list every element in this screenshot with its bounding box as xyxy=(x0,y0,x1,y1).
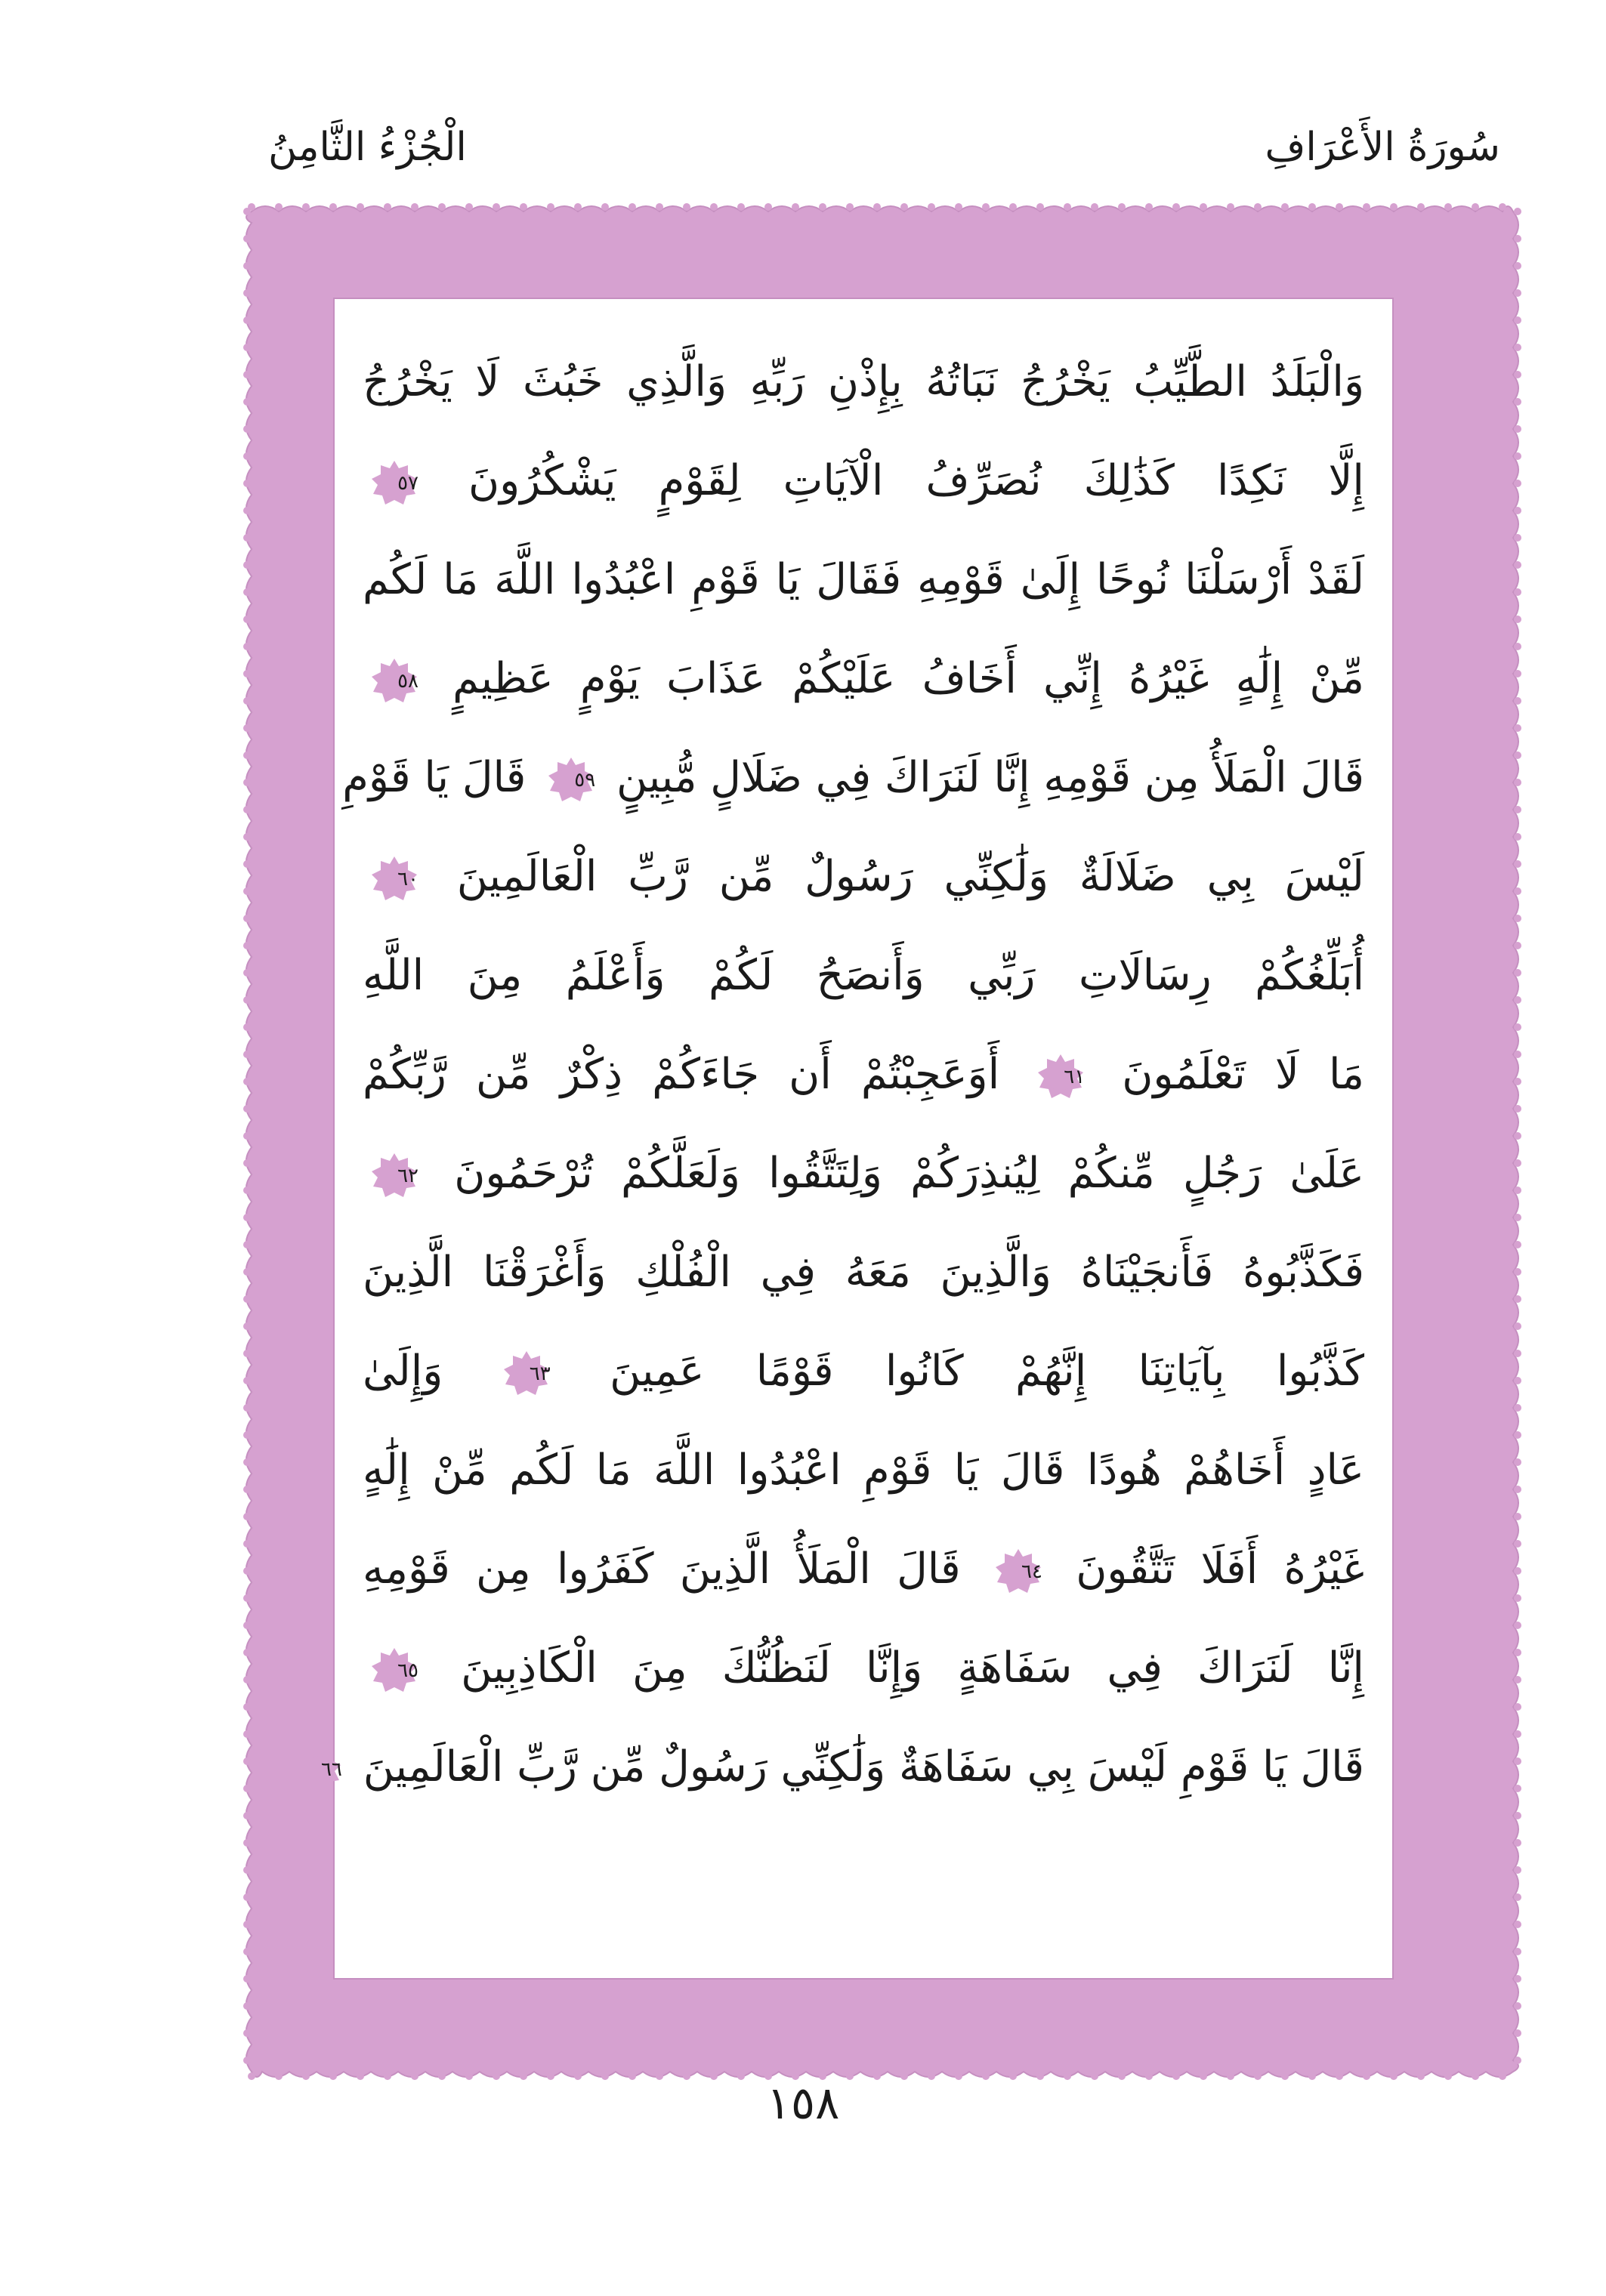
frame-dot xyxy=(243,1404,251,1412)
frame-dot xyxy=(1514,1023,1521,1031)
frame-dot xyxy=(1444,203,1452,211)
frame-dot xyxy=(1514,996,1521,1004)
ayah-number: ٦٥ xyxy=(397,1659,418,1682)
frame-dot xyxy=(1514,1268,1521,1276)
frame-dot xyxy=(1336,203,1343,211)
frame-dot xyxy=(243,2029,251,2037)
frame-dot xyxy=(243,344,251,351)
frame-dot xyxy=(243,2057,251,2064)
verse-text: قَالَ الْمَلَأُ مِن قَوْمِهِ إِنَّا لَنَرَاكَ فِي ضَلَالٍ مُّبِينٍ xyxy=(616,753,1364,802)
frame-dot xyxy=(955,203,962,211)
verse-text: فَكَذَّبُوهُ فَأَنجَيْنَاهُ وَالَّذِينَ مَعَهُ فِي الْفُلْكِ وَأَغْرَقْنَا الَّذِينَ xyxy=(363,1248,1364,1297)
ayah-number: ٦١ xyxy=(1064,1065,1086,1088)
frame-dot xyxy=(1514,1458,1521,1466)
ayah-number-marker xyxy=(370,1152,418,1200)
frame-dot xyxy=(1514,1486,1521,1493)
frame-dot xyxy=(1514,697,1521,705)
frame-dot xyxy=(900,203,908,211)
frame-dot xyxy=(1514,371,1521,378)
frame-dot xyxy=(243,1540,251,1548)
frame-dot xyxy=(1036,203,1044,211)
frame-dot xyxy=(243,779,251,786)
frame-dot xyxy=(243,724,251,732)
frame-dot xyxy=(1514,1676,1521,1683)
frame-dot xyxy=(1514,1785,1521,1792)
verse-text: غَيْرُهُ أَفَلَا تَتَّقُونَ xyxy=(1076,1545,1364,1594)
text-line xyxy=(363,431,1364,530)
frame-dot xyxy=(1514,860,1521,868)
frame-dot xyxy=(243,1866,251,1874)
frame-dot xyxy=(1514,1757,1521,1765)
ayah-number-marker xyxy=(370,459,418,508)
verse-text: كَذَّبُوا بِآيَاتِنَا إِنَّهُمْ كَانُوا قَوْمًا عَمِينَ xyxy=(610,1347,1364,1396)
frame-dot xyxy=(1514,1513,1521,1520)
frame-dot xyxy=(243,588,251,596)
verse-text: وَإِلَىٰ xyxy=(363,1347,443,1396)
text-panel xyxy=(320,298,1393,1979)
frame-dot xyxy=(243,1785,251,1792)
frame-dot xyxy=(243,1649,251,1656)
frame-dot xyxy=(1514,833,1521,841)
text-line xyxy=(342,728,1364,827)
frame-dot xyxy=(1514,289,1521,297)
frame-dot xyxy=(1514,1295,1521,1303)
frame-dot xyxy=(1514,425,1521,433)
frame-dot xyxy=(710,203,718,211)
frame-dot xyxy=(243,1295,251,1303)
frame-dot xyxy=(302,203,310,211)
ayah-number: ٥٧ xyxy=(397,471,418,495)
frame-dot xyxy=(1514,452,1521,460)
verse-text: عَادٍ أَخَاهُمْ هُودًا قَالَ يَا قَوْمِ اعْبُدُوا اللَّهَ مَا لَكُم مِّنْ إِلَٰهٍ xyxy=(363,1446,1364,1495)
frame-dot xyxy=(243,915,251,922)
frame-dot xyxy=(243,751,251,759)
text-line xyxy=(363,827,1364,926)
frame-dot xyxy=(243,1730,251,1738)
frame-dot xyxy=(243,1322,251,1330)
frame-dot xyxy=(243,561,251,569)
verse-text: عَلَىٰ رَجُلٍ مِّنكُمْ لِيُنذِرَكُمْ وَلِتَتَّقُوا وَلَعَلَّكُمْ تُرْحَمُونَ xyxy=(454,1149,1364,1198)
frame-dot xyxy=(1145,203,1153,211)
frame-dot xyxy=(243,996,251,1004)
frame-dot xyxy=(1514,1812,1521,1819)
frame-dot xyxy=(1514,208,1521,215)
frame-dot xyxy=(243,289,251,297)
frame-dot xyxy=(243,670,251,677)
frame-dot xyxy=(1514,1540,1521,1548)
frame-dot xyxy=(574,203,582,211)
frame-dot xyxy=(1514,507,1521,514)
frame-dot xyxy=(1363,203,1370,211)
frame-dot xyxy=(243,208,251,215)
frame-dot xyxy=(384,203,391,211)
frame-dot xyxy=(982,203,990,211)
frame-dot xyxy=(1514,779,1521,786)
frame-dot xyxy=(1514,1431,1521,1439)
frame-dot xyxy=(243,1622,251,1629)
frame-dot xyxy=(465,203,473,211)
frame-dot xyxy=(1064,203,1071,211)
frame-dot xyxy=(1514,2002,1521,2010)
frame-dot xyxy=(243,1893,251,1901)
frame-dot xyxy=(243,806,251,813)
frame-dot xyxy=(1514,1078,1521,1085)
frame-dot xyxy=(243,1268,251,1276)
frame-dot xyxy=(329,203,337,211)
text-line xyxy=(363,1223,1364,1322)
frame-dot xyxy=(792,203,799,211)
frame-dot xyxy=(243,1214,251,1221)
frame-dot xyxy=(1514,1622,1521,1629)
frame-dot xyxy=(243,480,251,487)
frame-dot xyxy=(243,1132,251,1140)
frame-dot xyxy=(1514,1594,1521,1602)
frame-dot xyxy=(1514,1159,1521,1167)
frame-dot xyxy=(243,1350,251,1357)
frame-dot xyxy=(243,398,251,406)
frame-dot xyxy=(1514,969,1521,977)
frame-dot xyxy=(1514,2057,1521,2064)
frame-dot xyxy=(1514,670,1521,677)
ayah-number-marker xyxy=(370,657,418,705)
frame-dot xyxy=(1514,1649,1521,1656)
frame-dot xyxy=(243,1458,251,1466)
frame-dot xyxy=(1514,480,1521,487)
frame-dot xyxy=(1514,1187,1521,1194)
verse-text: إِلَّا نَكِدًا كَذَٰلِكَ نُصَرِّفُ الْآيَاتِ لِقَوْمٍ يَشْكُرُونَ xyxy=(468,456,1364,505)
frame-dot xyxy=(1514,942,1521,949)
frame-dot xyxy=(1091,203,1098,211)
frame-dot xyxy=(1514,724,1521,732)
ayah-number-marker xyxy=(547,756,595,804)
frame-dot xyxy=(1514,1921,1521,1928)
frame-dot xyxy=(1514,1703,1521,1711)
frame-dot xyxy=(1514,887,1521,895)
frame-dot xyxy=(1514,1377,1521,1384)
frame-dot xyxy=(243,1078,251,1085)
frame-dot xyxy=(1514,1132,1521,1140)
frame-dot xyxy=(846,203,854,211)
frame-dot xyxy=(243,1377,251,1384)
frame-dot xyxy=(243,643,251,650)
frame-dot xyxy=(243,1431,251,1439)
verse-text: لَقَدْ أَرْسَلْنَا نُوحًا إِلَىٰ قَوْمِهِ فَقَالَ يَا قَوْمِ اعْبُدُوا اللَّهَ مَا لَكُم xyxy=(363,555,1364,604)
frame-dot xyxy=(1514,398,1521,406)
frame-dot xyxy=(1514,1948,1521,1955)
text-line xyxy=(363,926,1364,1025)
frame-dot xyxy=(243,1703,251,1711)
frame-dot xyxy=(1308,203,1316,211)
frame-dot xyxy=(275,203,283,211)
ayah-number-marker xyxy=(370,1646,418,1695)
frame-dot xyxy=(1514,235,1521,242)
verse-text: إِنَّا لَنَرَاكَ فِي سَفَاهَةٍ وَإِنَّا لَنَظُنُّكَ مِنَ الْكَاذِبِينَ xyxy=(461,1643,1364,1693)
frame-dot xyxy=(243,1839,251,1847)
frame-dot xyxy=(1514,806,1521,813)
frame-dot xyxy=(1514,1241,1521,1248)
juz-title: الْجُزْءُ الثَّامِنُ xyxy=(268,125,467,170)
ayah-number: ٦٦ xyxy=(320,1757,342,1781)
frame-dot xyxy=(520,203,527,211)
frame-dot xyxy=(243,887,251,895)
frame-dot xyxy=(1514,262,1521,270)
text-line xyxy=(363,1124,1364,1223)
frame-dot xyxy=(438,203,446,211)
frame-dot xyxy=(1514,616,1521,623)
frame-dot xyxy=(1514,1322,1521,1330)
frame-dot xyxy=(1417,203,1425,211)
frame-dot xyxy=(243,1486,251,1493)
frame-dot xyxy=(1118,203,1126,211)
verse-text: وَالْبَلَدُ الطَّيِّبُ يَخْرُجُ نَبَاتُهُ بِإِذْنِ رَبِّهِ وَالَّذِي خَبُثَ لَا يَخْرُجُ xyxy=(363,357,1364,406)
frame-dot xyxy=(243,371,251,378)
frame-dot xyxy=(928,203,935,211)
ayah-number-marker xyxy=(994,1548,1042,1596)
frame-dot xyxy=(243,616,251,623)
verse-text: قَالَ يَا قَوْمِ لَيْسَ بِي سَفَاهَةٌ وَلَٰكِنِّي رَسُولٌ مِّن رَّبِّ الْعَالَمِينَ xyxy=(363,1742,1364,1791)
text-line xyxy=(363,629,1364,728)
text-line xyxy=(363,1520,1364,1619)
frame-dot xyxy=(1514,588,1521,596)
frame-dot xyxy=(243,1757,251,1765)
ayah-number: ٦٣ xyxy=(529,1362,551,1385)
frame-dot xyxy=(1281,203,1289,211)
frame-dot xyxy=(243,860,251,868)
frame-dot xyxy=(547,203,554,211)
text-line xyxy=(363,1322,1364,1421)
frame-dot xyxy=(1514,316,1521,324)
verse-text: أَوَعَجِبْتُمْ أَن جَاءَكُمْ ذِكْرٌ مِّن رَّبِّكُمْ xyxy=(363,1050,1000,1099)
frame-dot xyxy=(819,203,826,211)
frame-dot xyxy=(243,425,251,433)
text-line xyxy=(320,1717,1364,1816)
verse-text: مِّنْ إِلَٰهٍ غَيْرُهُ إِنِّي أَخَافُ عَلَيْكُمْ عَذَابَ يَوْمٍ عَظِيمٍ xyxy=(452,654,1364,703)
frame-dot xyxy=(243,942,251,949)
frame-dot xyxy=(737,203,745,211)
frame-dot xyxy=(357,203,364,211)
verse-text: أُبَلِّغُكُمْ رِسَالَاتِ رَبِّي وَأَنصَحُ لَكُمْ وَأَعْلَمُ مِنَ اللَّهِ xyxy=(363,951,1364,1000)
text-line xyxy=(363,1025,1364,1124)
ayah-number: ٥٨ xyxy=(397,669,418,693)
ayah-number: ٦٠ xyxy=(397,867,418,890)
frame-dot xyxy=(1514,1214,1521,1221)
frame-dot xyxy=(1009,203,1017,211)
frame-dot xyxy=(1514,561,1521,569)
frame-dot xyxy=(1514,1893,1521,1901)
frame-dot xyxy=(1514,1350,1521,1357)
frame-dot xyxy=(243,1975,251,1983)
verse-text: مَا لَا تَعْلَمُونَ xyxy=(1122,1050,1364,1099)
frame-dot xyxy=(243,235,251,242)
verse-text: لَيْسَ بِي ضَلَالَةٌ وَلَٰكِنِّي رَسُولٌ مِّن رَّبِّ الْعَالَمِينَ xyxy=(456,852,1364,901)
frame-dot xyxy=(873,203,881,211)
surah-title: سُورَةُ الأَعْرَافِ xyxy=(1265,125,1500,170)
frame-dot xyxy=(243,1023,251,1031)
frame-dot xyxy=(1514,344,1521,351)
frame-dot xyxy=(243,1241,251,1248)
frame-dot xyxy=(1514,751,1521,759)
frame-dot xyxy=(243,697,251,705)
frame-dot xyxy=(1514,1839,1521,1847)
frame-dot xyxy=(243,1921,251,1928)
frame-dot xyxy=(243,1567,251,1575)
frame-dot xyxy=(1514,2029,1521,2037)
frame-dot xyxy=(656,203,663,211)
frame-dot xyxy=(411,203,418,211)
verse-text: قَالَ الْمَلَأُ الَّذِينَ كَفَرُوا مِن قَوْمِهِ xyxy=(363,1545,961,1594)
frame-dot xyxy=(1514,1105,1521,1113)
frame-dot xyxy=(1514,643,1521,650)
frame-dot xyxy=(1514,534,1521,542)
frame-dot xyxy=(243,1159,251,1167)
frame-dot xyxy=(1514,1404,1521,1412)
frame-dot xyxy=(1472,203,1479,211)
text-line xyxy=(363,530,1364,629)
frame-dot xyxy=(1499,203,1506,211)
ayah-number-marker xyxy=(1036,1053,1085,1101)
frame-dot xyxy=(243,1105,251,1113)
ayah-number-marker xyxy=(502,1350,551,1398)
page-number: ١٥٨ xyxy=(766,2077,840,2130)
frame-dot xyxy=(243,833,251,841)
frame-dot xyxy=(243,2002,251,2010)
verse-text: قَالَ يَا قَوْمِ xyxy=(342,753,527,802)
ayah-number-marker xyxy=(370,855,418,903)
frame-dot xyxy=(683,203,690,211)
frame-dot xyxy=(243,262,251,270)
frame-dot xyxy=(1514,1866,1521,1874)
frame-dot xyxy=(243,1676,251,1683)
frame-dot xyxy=(243,1812,251,1819)
frame-dot xyxy=(243,1187,251,1194)
frame-dot xyxy=(629,203,636,211)
frame-dot xyxy=(243,1051,251,1058)
frame-dot xyxy=(1390,203,1398,211)
frame-dot xyxy=(1254,203,1262,211)
frame-dot xyxy=(1172,203,1180,211)
text-line xyxy=(363,332,1364,431)
ayah-number: ٦٤ xyxy=(1021,1560,1042,1583)
frame-dot xyxy=(1514,1567,1521,1575)
frame-dot xyxy=(1514,1730,1521,1738)
frame-dot xyxy=(243,507,251,514)
frame-dot xyxy=(493,203,500,211)
text-line xyxy=(363,1421,1364,1520)
frame-dot xyxy=(243,452,251,460)
frame-dot xyxy=(1200,203,1207,211)
ayah-number-marker xyxy=(294,1745,342,1794)
ayah-number: ٥٩ xyxy=(574,768,596,792)
frame-dot xyxy=(601,203,609,211)
frame-dot xyxy=(243,1594,251,1602)
frame-dot xyxy=(243,969,251,977)
frame-dot xyxy=(764,203,772,211)
frame-dot xyxy=(243,1948,251,1955)
frame-dot xyxy=(1514,915,1521,922)
frame-dot xyxy=(243,534,251,542)
ayah-number: ٦٢ xyxy=(397,1164,418,1187)
text-line xyxy=(363,1619,1364,1717)
frame-dot xyxy=(1227,203,1234,211)
frame-dot xyxy=(243,1513,251,1520)
frame-dot xyxy=(243,316,251,324)
frame-dot xyxy=(1514,1975,1521,1983)
frame-dot xyxy=(1514,1051,1521,1058)
